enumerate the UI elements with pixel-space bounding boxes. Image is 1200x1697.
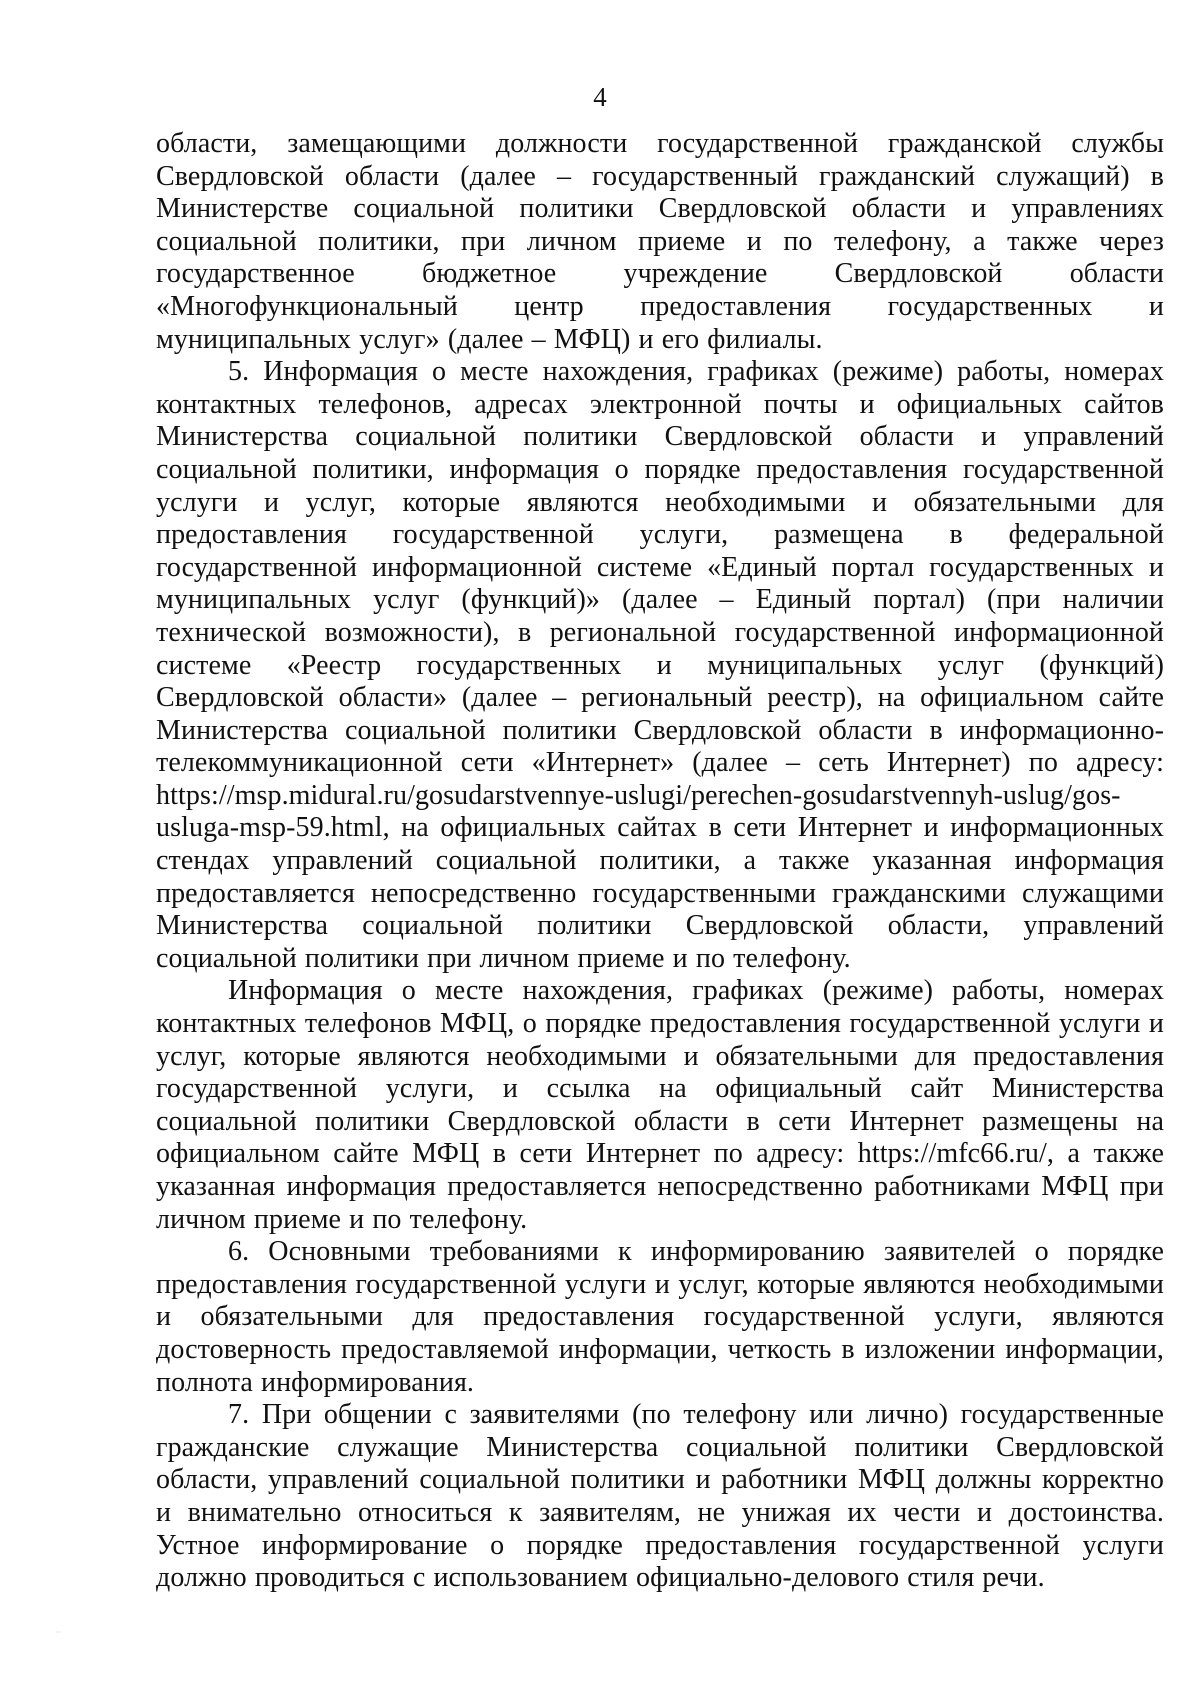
scan-edge-mark: ·· xyxy=(56,1628,62,1637)
paragraph-continuation: области, замещающими должности государственной гражданской службы Свердловской области (далее – государственный гражданский служащий) в Министерстве социальной политики Свердловской области и управлениях социальной политики, при личном приеме и по телефону, а также через государственное бюджетное учреждение Свердловской области «Многофункциональный центр предоставления государственных и муниципальных услуг» (далее – МФЦ) и его филиалы. xyxy=(156,128,1164,355)
page-number: 4 xyxy=(593,82,607,112)
paragraph-item-5-mfc-info: Информация о месте нахождения, графиках (режиме) работы, номерах контактных телефонов МФЦ, о порядке предоставления государственной услуги и услуг, которые являются необходимыми и обязательными для предоставления государственной услуги, и ссылка на официальный сайт Министерства социальной политики Свердловской области в сети Интернет размещены на официальном сайте МФЦ в сети Интернет по адресу: https://mfc66.ru/, а также указанная информация предоставляется непосредственно работниками МФЦ при личном приеме и по телефону. xyxy=(156,975,1164,1235)
document-body xyxy=(156,128,1164,1595)
paragraph-item-6: 6. Основными требованиями к информированию заявителей о порядке предоставления государственной услуги и услуг, которые являются необходимыми и обязательными для предоставления государственной услуги, являются достоверность предоставляемой информации, четкость в изложении информации, полнота информирования. xyxy=(156,1236,1164,1398)
paragraph-item-7: 7. При общении с заявителями (по телефону или лично) государственные гражданские служащие Министерства социальной политики Свердловской области, управлений социальной политики и работники МФЦ должны корректно и внимательно относиться к заявителям, не унижая их чести и достоинства. Устное информирование о порядке предоставления государственной услуги должно проводиться с использованием официально-делового стиля речи. xyxy=(156,1399,1164,1594)
paragraph-item-5: 5. Информация о месте нахождения, графиках (режиме) работы, номерах контактных телефонов, адресах электронной почты и официальных сайтов Министерства социальной политики Свердловской области и управлений социальной политики, информация о порядке предоставления государственной услуги и услуг, которые являются необходимыми и обязательными для предоставления государственной услуги, размещена в федеральной государственной информационной системе «Единый портал государственных и муниципальных услуг (функций)» (далее – Единый портал) (при наличии технической возможности), в региональной государственной информационной системе «Реестр государственных и муниципальных услуг (функций) Свердловской области» (далее – региональный реестр), на официальном сайте Министерства социальной политики Свердловской области в информационно-телекоммуникационной сети «Интернет» (далее – сеть Интернет) по адресу: https://msp.midural.ru/gosudarstvennye-uslugi/perechen-gosudarstvennyh-uslug/gos-usluga-msp-59.html, на официальных сайтах в сети Интернет и информационных стендах управлений социальной политики, а также указанная информация предоставляется непосредственно государственными гражданскими служащими Министерства социальной политики Свердловской области, управлений социальной политики при личном приеме и по телефону. xyxy=(156,356,1164,974)
